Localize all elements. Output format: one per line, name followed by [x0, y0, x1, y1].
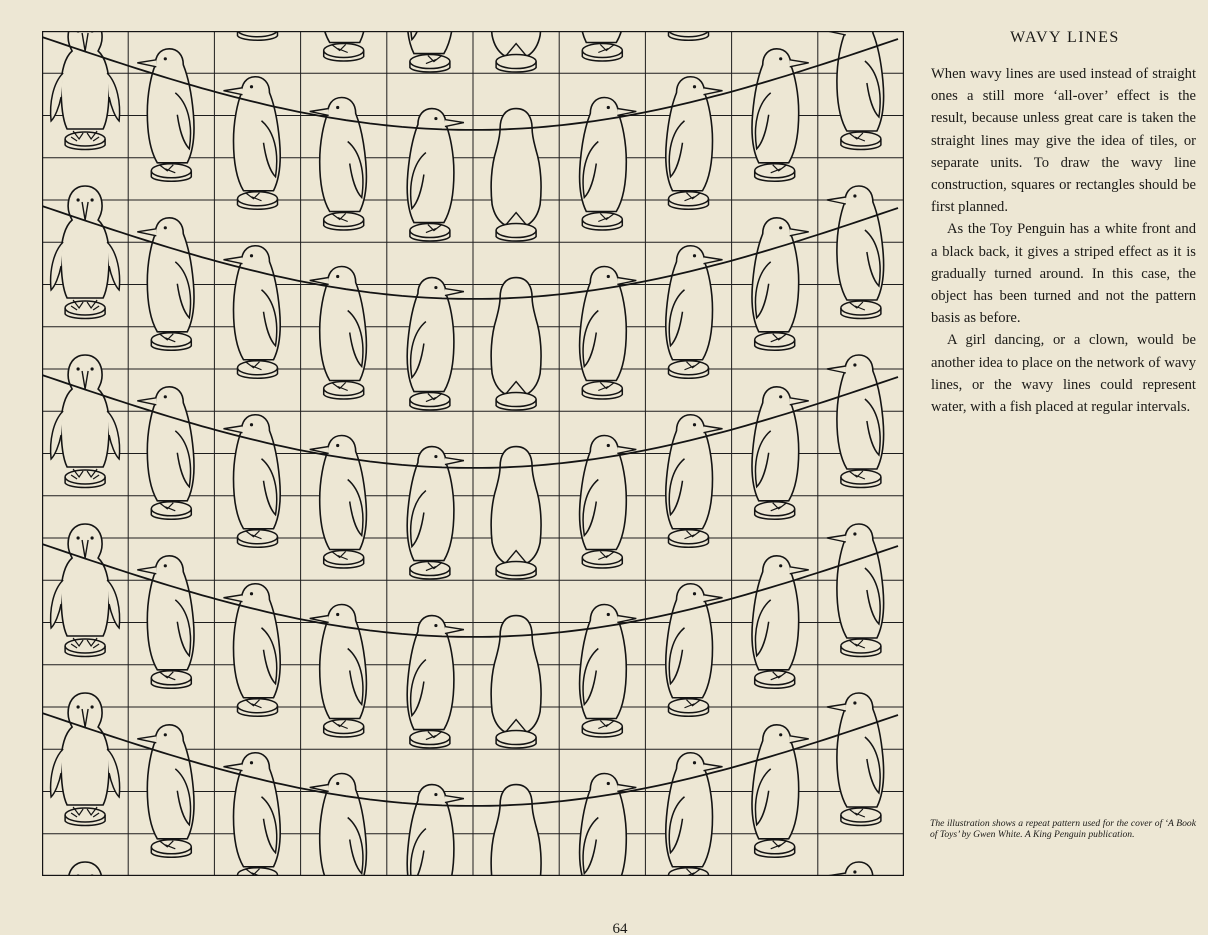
penguin-figure: [310, 266, 367, 399]
penguin-figure: [51, 693, 120, 826]
penguin-figure: [580, 435, 637, 568]
paragraph: When wavy lines are used instead of straight ones a still more ‘all-over’ effect is the result, because unless great care is taken the straight lines may give the idea of tiles, or separate units. To draw the wavy line construction, squares or rectangles should be first planned.: [931, 66, 1196, 216]
penguin-figure: [51, 524, 120, 657]
penguin-figure: [580, 31, 637, 61]
penguin-figure: [407, 785, 464, 876]
penguin-figure: [580, 604, 637, 737]
body-text: [931, 63, 1196, 418]
illustration-caption: The illustration shows a repeat pattern used for the cover of ‘A Book of Toys’ by Gwen White. A King Penguin publication.: [930, 818, 1196, 841]
paragraph: As the Toy Penguin has a white front and a black back, it gives a striped effect as it is gradually turned around. In this case, the object has been turned and not the pattern basis as before.: [931, 221, 1196, 327]
penguin-figure: [310, 773, 367, 876]
penguin-figure: [51, 862, 120, 876]
penguin-figure: [580, 266, 637, 399]
penguin-figure: [491, 31, 541, 72]
page-number: 64: [612, 921, 628, 935]
page-heading: WAVY LINES: [1010, 29, 1120, 46]
penguin-figure: [827, 524, 884, 657]
penguin-figure: [310, 435, 367, 568]
penguin-figure: [51, 355, 120, 488]
penguin-figure: [827, 31, 884, 150]
penguin-figure: [310, 97, 367, 230]
penguin-figure: [827, 186, 884, 319]
penguin-figure: [580, 773, 637, 876]
penguin-figure: [666, 31, 723, 40]
penguin-figure: [310, 31, 367, 61]
penguin-figure: [827, 355, 884, 488]
penguin-figure: [407, 31, 464, 72]
penguin-figure: [224, 31, 281, 40]
penguin-figure: [51, 186, 120, 319]
penguin-pattern-illustration: [42, 31, 904, 876]
penguin-figure: [224, 753, 281, 876]
penguin-figure: [827, 862, 884, 876]
penguin-figure: [666, 753, 723, 876]
penguin-figure: [491, 785, 541, 876]
penguin-figure: [580, 97, 637, 230]
penguin-figure: [51, 31, 120, 150]
penguin-figure: [310, 604, 367, 737]
paragraph: A girl dancing, or a clown, would be another idea to place on the network of wavy lines, or the wavy lines could represent water, with a fish placed at regular intervals.: [931, 332, 1196, 416]
penguin-figure: [827, 693, 884, 826]
